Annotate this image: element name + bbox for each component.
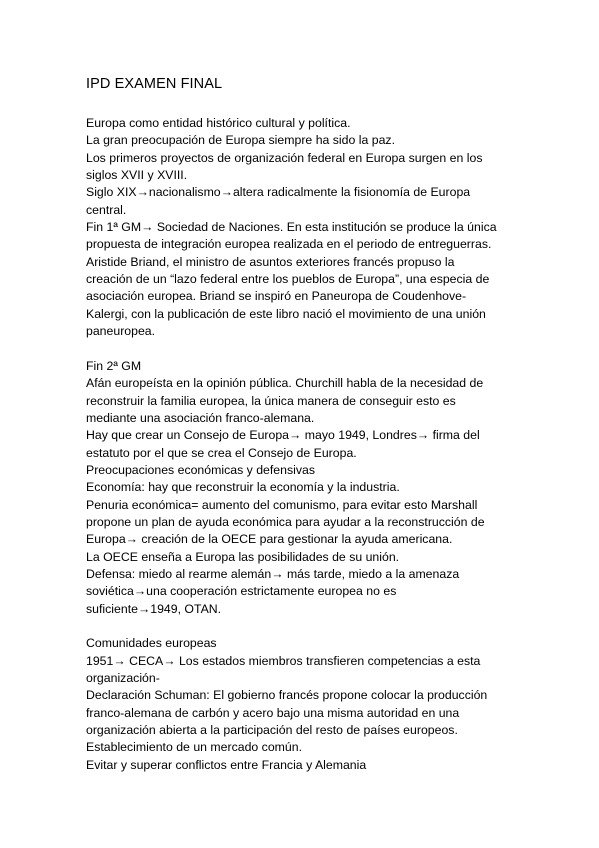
text-line: Penuria económica= aumento del comunismo, para evitar esto Marshall: [86, 497, 478, 512]
document-title: IPD EXAMEN FINAL: [86, 76, 223, 92]
text-line: Economía: hay que reconstruir la economía y la industria.: [86, 480, 400, 495]
text-line: soviética→una cooperación estrictamente europea no es: [86, 584, 397, 599]
text-line: siglos XVII y XVIII.: [86, 168, 188, 183]
text-line: estatuto por el que se crea el Consejo de Europa.: [86, 445, 357, 460]
text-line: propuesta de integración europea realizada en el periodo de entreguerras.: [86, 237, 492, 252]
text-line: La OECE enseña a Europa las posibilidades de su unión.: [86, 549, 400, 564]
text-line: La gran preocupación de Europa siempre ha sido la paz.: [86, 133, 395, 148]
text-line: Los primeros proyectos de organización federal en Europa surgen en los: [86, 150, 483, 165]
text-line: Establecimiento de un mercado común.: [86, 740, 302, 755]
text-line: Defensa: miedo al rearme alemán→ más tarde, miedo a la amenaza: [86, 566, 460, 581]
paragraph-gap: [86, 340, 516, 357]
text-line: Siglo XIX→nacionalismo→altera radicalmente la fisionomía de Europa: [86, 185, 471, 200]
text-line: paneuropea.: [86, 324, 156, 339]
text-line: 1951→ CECA→ Los estados miembros transfieren competencias a esta: [86, 653, 481, 668]
text-line: Fin 1ª GM→ Sociedad de Naciones. En esta institución se produce la única: [86, 220, 497, 235]
text-line: organización abierta a la participación del resto de países europeos.: [86, 723, 458, 738]
text-line: Preocupaciones económicas y defensivas: [86, 462, 315, 477]
paragraph-gap: [86, 618, 516, 635]
text-line: propone un plan de ayuda económica para ayudar a la reconstrucción de: [86, 514, 485, 529]
text-line: Evitar y superar conflictos entre Francia y Alemania: [86, 757, 367, 772]
text-line: suficiente→1949, OTAN.: [86, 601, 222, 616]
text-line: Declaración Schuman: El gobierno francés propone colocar la producción: [86, 688, 488, 703]
text-line: Afán europeísta en la opinión pública. Churchill habla de la necesidad de: [86, 376, 484, 391]
text-line: mediante una asociación franco-alemana.: [86, 410, 315, 425]
section-heading: Comunidades europeas: [86, 636, 217, 651]
text-line: Kalergi, con la publicación de este libro nació el movimiento de una unión: [86, 306, 486, 321]
text-line: central.: [86, 202, 127, 217]
text-line: franco-alemana de carbón y acero bajo una misma autoridad en una: [86, 705, 460, 720]
text-line: asociación europea. Briand se inspiró en Paneuropa de Coudenhove-: [86, 289, 467, 304]
document-body: [86, 115, 516, 774]
section-heading: Fin 2ª GM: [86, 358, 142, 373]
text-line: Europa→ creación de la OECE para gestionar la ayuda americana.: [86, 532, 453, 547]
text-line: Aristide Briand, el ministro de asuntos exteriores francés propuso la: [86, 254, 455, 269]
text-line: Hay que crear un Consejo de Europa→ mayo 1949, Londres→ firma del: [86, 428, 480, 443]
text-line: Europa como entidad histórico cultural y política.: [86, 116, 351, 130]
text-line: creación de un “lazo federal entre los pueblos de Europa”, una especia de: [86, 272, 490, 287]
text-line: organización-: [86, 671, 160, 685]
text-line: reconstruir la familia europea, la única manera de conseguir esto es: [86, 393, 456, 408]
